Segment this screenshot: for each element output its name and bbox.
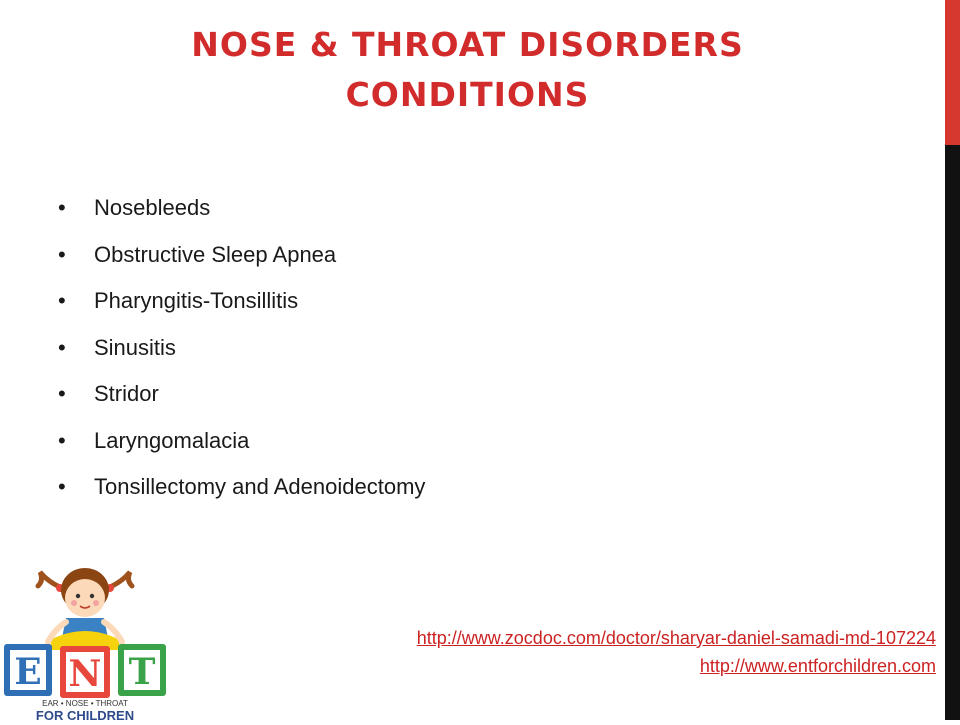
list-item-label: Stridor xyxy=(94,381,159,406)
list-item xyxy=(58,428,425,475)
bullet-icon: • xyxy=(58,288,66,313)
list-item xyxy=(58,195,425,242)
logo-block-t: T xyxy=(128,651,156,693)
bullet-icon: • xyxy=(58,474,66,499)
accent-bar-red xyxy=(945,0,960,145)
source-links xyxy=(417,624,936,680)
list-item-label: Laryngomalacia xyxy=(94,427,250,453)
logo-block-n: N xyxy=(68,653,102,695)
list-item-label: Obstructive Sleep Apnea xyxy=(94,241,337,267)
list-item xyxy=(58,381,425,428)
list-item xyxy=(58,335,425,382)
list-item-label: Tonsillectomy and Adenoidectomy xyxy=(94,474,426,499)
entforchildren-link[interactable]: http://www.entforchildren.com xyxy=(699,656,936,676)
ent-logo-graphic xyxy=(0,560,170,720)
list-item xyxy=(58,474,425,521)
list-item xyxy=(58,288,425,335)
bullet-icon: • xyxy=(58,334,66,360)
slide-title-line-1: NOSE & THROAT DISORDERS xyxy=(191,25,744,64)
accent-bar-dark xyxy=(945,145,960,720)
slide-title-line-2: CONDITIONS xyxy=(345,75,590,114)
list-item-label: Nosebleeds xyxy=(94,195,211,220)
ent-for-children-logo xyxy=(0,560,170,720)
zocdoc-link[interactable]: http://www.zocdoc.com/doctor/sharyar-daniel-samadi-md-107224 xyxy=(416,628,936,648)
bullet-icon: • xyxy=(58,195,66,220)
bullet-icon: • xyxy=(58,241,66,267)
logo-subtitle: FOR CHILDREN xyxy=(35,708,135,720)
bullet-icon: • xyxy=(58,427,66,453)
logo-block-e: E xyxy=(14,651,42,693)
bullet-icon: • xyxy=(58,381,66,406)
conditions-list xyxy=(58,195,425,521)
slide-title xyxy=(60,20,875,120)
list-item xyxy=(58,242,425,289)
list-item-label: Sinusitis xyxy=(94,334,176,360)
list-item-label: Pharyngitis-Tonsillitis xyxy=(94,288,299,313)
logo-tagline: EAR • NOSE • THROAT xyxy=(42,699,128,708)
